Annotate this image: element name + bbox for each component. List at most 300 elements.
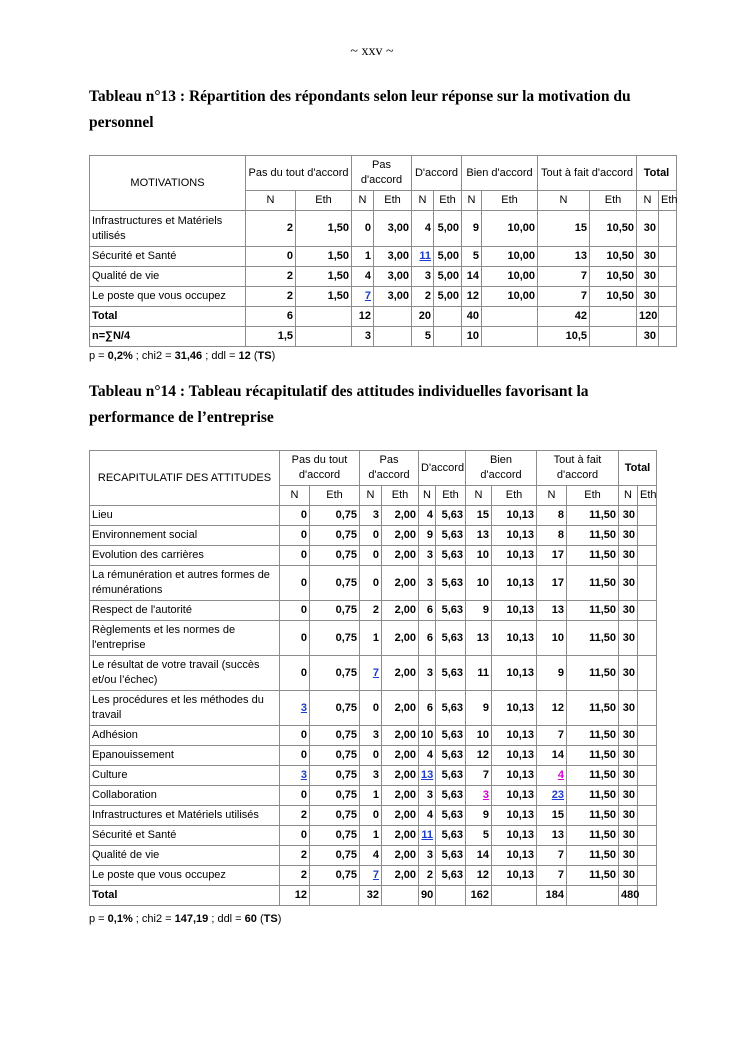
- cell-n: 0: [280, 526, 310, 546]
- table14: [89, 450, 657, 906]
- highlighted-value: 11: [421, 829, 434, 841]
- cell-n: 0: [280, 826, 310, 846]
- cell-eth: 10,13: [492, 546, 537, 566]
- cell-eth: [638, 621, 657, 656]
- cell-eth: [638, 546, 657, 566]
- row-label: Sécurité et Santé: [90, 247, 246, 267]
- cell-n: 9: [466, 691, 492, 726]
- row-label: Les procédures et les méthodes du travail: [90, 691, 280, 726]
- cell-n: [352, 287, 374, 307]
- cell-n: 15: [537, 806, 567, 826]
- cell-eth: 11,50: [567, 566, 619, 601]
- sub-eth: Eth: [492, 486, 537, 506]
- cell-eth: [638, 566, 657, 601]
- cell-eth: [436, 886, 466, 906]
- cell-eth: 5,63: [436, 846, 466, 866]
- row-label: Sécurité et Santé: [90, 826, 280, 846]
- cell-n: 30: [619, 786, 638, 806]
- cell-eth: 5,63: [436, 601, 466, 621]
- cell-n: [280, 691, 310, 726]
- table13-body: [90, 211, 677, 347]
- cell-n: 2: [246, 267, 296, 287]
- cell-eth: 10,13: [492, 826, 537, 846]
- cell-eth: 11,50: [567, 691, 619, 726]
- row-label: Qualité de vie: [90, 267, 246, 287]
- cell-n: 4: [412, 211, 434, 247]
- highlighted-value: 4: [557, 769, 565, 781]
- cell-eth: 5,63: [436, 526, 466, 546]
- ts-close: ): [271, 350, 276, 362]
- cell-n: 2: [280, 806, 310, 826]
- row-label: Culture: [90, 766, 280, 786]
- cell-eth: 2,00: [382, 506, 419, 526]
- cell-eth: 0,75: [310, 726, 360, 746]
- table-row: [90, 886, 657, 906]
- cell-n: 7: [537, 726, 567, 746]
- cell-eth: 2,00: [382, 691, 419, 726]
- cell-eth: 2,00: [382, 826, 419, 846]
- cell-n: 8: [537, 526, 567, 546]
- cell-n: 30: [619, 826, 638, 846]
- cell-eth: 11,50: [567, 506, 619, 526]
- table14-group-header: Pas du tout d'accord: [280, 451, 360, 486]
- cell-n: 14: [466, 846, 492, 866]
- cell-n: 0: [360, 806, 382, 826]
- cell-eth: [492, 886, 537, 906]
- cell-eth: 1,50: [296, 211, 352, 247]
- cell-eth: [310, 886, 360, 906]
- cell-eth: 11,50: [567, 786, 619, 806]
- table-row: [90, 786, 657, 806]
- cell-n: [280, 766, 310, 786]
- highlighted-value: 3: [482, 789, 490, 801]
- cell-n: 6: [419, 621, 436, 656]
- cell-n: 12: [537, 691, 567, 726]
- row-label: Environnement social: [90, 526, 280, 546]
- cell-eth: 2,00: [382, 766, 419, 786]
- row-label: Respect de l'autorité: [90, 601, 280, 621]
- cell-eth: 0,75: [310, 546, 360, 566]
- cell-eth: 10,13: [492, 601, 537, 621]
- cell-eth: 3,00: [374, 287, 412, 307]
- cell-eth: 5,63: [436, 656, 466, 691]
- cell-n: 3: [419, 786, 436, 806]
- cell-eth: 10,13: [492, 746, 537, 766]
- row-label: Le résultat de votre travail (succès et/ou l’échec): [90, 656, 280, 691]
- sub-n: N: [538, 191, 590, 211]
- cell-n: 3: [419, 656, 436, 691]
- cell-eth: 5,00: [434, 267, 462, 287]
- cell-eth: 11,50: [567, 726, 619, 746]
- cell-eth: 11,50: [567, 846, 619, 866]
- cell-n: 10: [419, 726, 436, 746]
- cell-n: 13: [537, 601, 567, 621]
- sub-n: N: [419, 486, 436, 506]
- cell-n: [537, 766, 567, 786]
- cell-n: 30: [619, 746, 638, 766]
- cell-n: 1: [360, 826, 382, 846]
- cell-n: 13: [466, 621, 492, 656]
- cell-n: 9: [462, 211, 482, 247]
- cell-eth: 0,75: [310, 506, 360, 526]
- table14-group-header: D'accord: [419, 451, 466, 486]
- cell-eth: 3,00: [374, 267, 412, 287]
- ts-open: (: [250, 350, 258, 362]
- cell-eth: 1,50: [296, 247, 352, 267]
- cell-eth: 11,50: [567, 546, 619, 566]
- cell-n: [466, 786, 492, 806]
- sub-n: N: [412, 191, 434, 211]
- sub-n: N: [466, 486, 492, 506]
- cell-eth: 5,63: [436, 691, 466, 726]
- sub-eth: Eth: [434, 191, 462, 211]
- cell-eth: 0,75: [310, 526, 360, 546]
- cell-n: 14: [537, 746, 567, 766]
- cell-n: 30: [619, 546, 638, 566]
- cell-eth: [659, 307, 677, 327]
- cell-eth: [638, 866, 657, 886]
- highlighted-value: 3: [300, 701, 307, 714]
- cell-n: 30: [637, 211, 659, 247]
- sub-eth: Eth: [436, 486, 466, 506]
- cell-n: 9: [466, 601, 492, 621]
- cell-eth: [638, 726, 657, 746]
- cell-n: 3: [352, 327, 374, 347]
- cell-n: 12: [352, 307, 374, 327]
- cell-n: 12: [466, 746, 492, 766]
- sub-n: N: [537, 486, 567, 506]
- cell-n: 2: [246, 211, 296, 247]
- cell-eth: [482, 307, 538, 327]
- table-row: [90, 267, 677, 287]
- cell-eth: [638, 766, 657, 786]
- table-row: [90, 866, 657, 886]
- row-label: Règlements et les normes de l'entreprise: [90, 621, 280, 656]
- cell-n: 12: [466, 866, 492, 886]
- cell-n: 2: [419, 866, 436, 886]
- cell-eth: 0,75: [310, 621, 360, 656]
- cell-eth: 3,00: [374, 247, 412, 267]
- table13-total-header: Total: [637, 156, 677, 191]
- ts-value: TS: [263, 913, 278, 925]
- cell-n: 2: [246, 287, 296, 307]
- cell-n: 3: [419, 546, 436, 566]
- cell-n: 6: [246, 307, 296, 327]
- cell-eth: 1,50: [296, 287, 352, 307]
- cell-n: 0: [280, 601, 310, 621]
- cell-eth: 10,50: [590, 267, 637, 287]
- cell-eth: 10,13: [492, 786, 537, 806]
- cell-eth: 2,00: [382, 726, 419, 746]
- cell-eth: 2,00: [382, 866, 419, 886]
- cell-n: 30: [637, 267, 659, 287]
- cell-n: 1: [360, 786, 382, 806]
- cell-n: 0: [246, 247, 296, 267]
- cell-eth: 5,00: [434, 247, 462, 267]
- cell-eth: [374, 307, 412, 327]
- cell-eth: [659, 247, 677, 267]
- table-row: [90, 746, 657, 766]
- cell-eth: 0,75: [310, 866, 360, 886]
- sub-n: N: [352, 191, 374, 211]
- chi-label: ; chi2 =: [132, 350, 175, 362]
- cell-n: 15: [538, 211, 590, 247]
- cell-eth: 5,63: [436, 866, 466, 886]
- cell-n: 17: [537, 566, 567, 601]
- table-row: [90, 506, 657, 526]
- cell-eth: 5,63: [436, 766, 466, 786]
- cell-n: 1: [360, 621, 382, 656]
- cell-n: 2: [280, 846, 310, 866]
- cell-n: 30: [619, 506, 638, 526]
- ddl-label: ; ddl =: [208, 913, 245, 925]
- cell-eth: 0,75: [310, 786, 360, 806]
- table14-group-header: Tout à fait d'accord: [537, 451, 619, 486]
- cell-n: 3: [360, 766, 382, 786]
- cell-n: 30: [619, 866, 638, 886]
- cell-n: 0: [360, 546, 382, 566]
- cell-eth: 2,00: [382, 546, 419, 566]
- cell-eth: 0,75: [310, 806, 360, 826]
- sub-n: N: [360, 486, 382, 506]
- cell-eth: 10,50: [590, 211, 637, 247]
- ts-open: (: [256, 913, 264, 925]
- cell-n: 30: [619, 656, 638, 691]
- table13-row-header: MOTIVATIONS: [90, 156, 246, 211]
- cell-eth: 5,63: [436, 826, 466, 846]
- cell-eth: 2,00: [382, 526, 419, 546]
- cell-eth: [638, 786, 657, 806]
- cell-eth: 1,50: [296, 267, 352, 287]
- cell-n: 30: [619, 621, 638, 656]
- table-row: [90, 601, 657, 621]
- table-row: [90, 526, 657, 546]
- row-label: Adhésion: [90, 726, 280, 746]
- ts-close: ): [277, 913, 282, 925]
- cell-n: 0: [280, 786, 310, 806]
- cell-eth: 10,13: [492, 506, 537, 526]
- cell-eth: 0,75: [310, 746, 360, 766]
- cell-n: 1: [352, 247, 374, 267]
- cell-n: 0: [352, 211, 374, 247]
- cell-eth: 5,63: [436, 806, 466, 826]
- chi-value: 147,19: [174, 913, 209, 925]
- cell-eth: 2,00: [382, 786, 419, 806]
- cell-n: 40: [462, 307, 482, 327]
- cell-n: 480: [619, 886, 638, 906]
- cell-eth: 5,00: [434, 211, 462, 247]
- cell-eth: [638, 886, 657, 906]
- cell-n: 4: [419, 746, 436, 766]
- table13-caption: Tableau n°13 : Répartition des répondants selon leur réponse sur la motivation du personnel: [89, 88, 631, 131]
- cell-eth: 5,63: [436, 506, 466, 526]
- cell-eth: 10,13: [492, 621, 537, 656]
- row-label: Epanouissement: [90, 746, 280, 766]
- table-row: [90, 211, 677, 247]
- cell-eth: [590, 307, 637, 327]
- cell-eth: [482, 327, 538, 347]
- table14-stats-note: [89, 913, 281, 925]
- cell-n: 9: [419, 526, 436, 546]
- cell-n: 17: [537, 546, 567, 566]
- cell-eth: 11,50: [567, 806, 619, 826]
- cell-n: 10: [537, 621, 567, 656]
- row-label: Infrastructures et Matériels utilisés: [90, 806, 280, 826]
- table13-stats-note: [89, 350, 275, 362]
- table-row: [90, 247, 677, 267]
- cell-n: 4: [419, 806, 436, 826]
- table-row: [90, 287, 677, 307]
- cell-eth: [638, 806, 657, 826]
- table-row: [90, 766, 657, 786]
- cell-n: 20: [412, 307, 434, 327]
- cell-n: 3: [419, 846, 436, 866]
- cell-eth: 10,50: [590, 247, 637, 267]
- table14-group-header: Pas d'accord: [360, 451, 419, 486]
- cell-eth: 5,63: [436, 746, 466, 766]
- cell-eth: 11,50: [567, 601, 619, 621]
- cell-n: 30: [637, 287, 659, 307]
- cell-eth: 0,75: [310, 601, 360, 621]
- cell-n: 3: [412, 267, 434, 287]
- cell-n: 184: [537, 886, 567, 906]
- cell-eth: 5,63: [436, 726, 466, 746]
- chi-value: 31,46: [174, 350, 203, 362]
- cell-eth: 5,00: [434, 287, 462, 307]
- table-row: [90, 621, 657, 656]
- cell-eth: [659, 327, 677, 347]
- cell-eth: 11,50: [567, 866, 619, 886]
- row-label: La rémunération et autres formes de rémunérations: [90, 566, 280, 601]
- cell-n: 7: [537, 866, 567, 886]
- cell-n: 13: [466, 526, 492, 546]
- cell-eth: [374, 327, 412, 347]
- cell-eth: 10,00: [482, 211, 538, 247]
- cell-n: 3: [360, 726, 382, 746]
- table-row: [90, 307, 677, 327]
- sub-eth: Eth: [659, 191, 677, 211]
- cell-n: 0: [360, 746, 382, 766]
- cell-n: 5: [462, 247, 482, 267]
- cell-eth: [638, 526, 657, 546]
- cell-n: 30: [619, 766, 638, 786]
- cell-eth: [638, 691, 657, 726]
- cell-n: 30: [619, 566, 638, 601]
- cell-eth: 2,00: [382, 656, 419, 691]
- row-label: Qualité de vie: [90, 846, 280, 866]
- row-label: Lieu: [90, 506, 280, 526]
- cell-n: 7: [538, 287, 590, 307]
- cell-eth: 10,13: [492, 866, 537, 886]
- ddl-label: ; ddl =: [202, 350, 239, 362]
- sub-n: N: [246, 191, 296, 211]
- cell-eth: 2,00: [382, 566, 419, 601]
- cell-eth: 3,00: [374, 211, 412, 247]
- row-label: Le poste que vous occupez: [90, 866, 280, 886]
- table13-group-header: Pas du tout d'accord: [246, 156, 352, 191]
- cell-eth: 2,00: [382, 746, 419, 766]
- cell-eth: 5,63: [436, 566, 466, 601]
- cell-n: 32: [360, 886, 382, 906]
- ddl-value: 60: [244, 913, 257, 925]
- cell-eth: 2,00: [382, 806, 419, 826]
- cell-n: [419, 766, 436, 786]
- sub-n: N: [637, 191, 659, 211]
- cell-eth: 2,00: [382, 621, 419, 656]
- cell-n: 4: [352, 267, 374, 287]
- cell-n: 11: [466, 656, 492, 691]
- cell-n: 30: [619, 526, 638, 546]
- cell-eth: 0,75: [310, 691, 360, 726]
- cell-n: 5: [466, 826, 492, 846]
- cell-n: 162: [466, 886, 492, 906]
- cell-eth: [434, 327, 462, 347]
- cell-eth: 5,63: [436, 621, 466, 656]
- cell-n: 0: [360, 566, 382, 601]
- cell-n: 3: [419, 566, 436, 601]
- cell-n: 1,5: [246, 327, 296, 347]
- cell-eth: [567, 886, 619, 906]
- cell-n: 7: [537, 846, 567, 866]
- p-value: 0,1%: [107, 913, 133, 925]
- cell-eth: 2,00: [382, 601, 419, 621]
- cell-eth: 0,75: [310, 656, 360, 691]
- cell-eth: 10,13: [492, 691, 537, 726]
- cell-n: 30: [619, 601, 638, 621]
- p-label: p =: [89, 350, 108, 362]
- cell-n: [360, 866, 382, 886]
- cell-eth: 10,13: [492, 766, 537, 786]
- cell-eth: [638, 826, 657, 846]
- cell-eth: 11,50: [567, 621, 619, 656]
- row-label: Total: [90, 886, 280, 906]
- cell-n: 30: [619, 846, 638, 866]
- cell-n: 15: [466, 506, 492, 526]
- cell-n: 7: [538, 267, 590, 287]
- table14-total-header: Total: [619, 451, 657, 486]
- cell-eth: 0,75: [310, 846, 360, 866]
- cell-eth: 10,13: [492, 526, 537, 546]
- cell-n: 4: [360, 846, 382, 866]
- cell-n: 90: [419, 886, 436, 906]
- cell-eth: [638, 746, 657, 766]
- cell-eth: 10,00: [482, 287, 538, 307]
- table14-body: [90, 506, 657, 906]
- cell-n: 9: [537, 656, 567, 691]
- cell-n: 30: [619, 806, 638, 826]
- sub-eth: Eth: [296, 191, 352, 211]
- cell-eth: 10,00: [482, 267, 538, 287]
- cell-n: 10: [466, 546, 492, 566]
- ts-value: TS: [257, 350, 272, 362]
- cell-n: 120: [637, 307, 659, 327]
- cell-n: 30: [619, 726, 638, 746]
- sub-eth: Eth: [638, 486, 657, 506]
- cell-eth: 11,50: [567, 746, 619, 766]
- cell-eth: 11,50: [567, 656, 619, 691]
- cell-n: 0: [280, 746, 310, 766]
- cell-n: 2: [412, 287, 434, 307]
- row-label: n=∑N/4: [90, 327, 246, 347]
- sub-eth: Eth: [374, 191, 412, 211]
- cell-n: 0: [360, 526, 382, 546]
- cell-n: 5: [412, 327, 434, 347]
- cell-n: 12: [462, 287, 482, 307]
- cell-eth: 10,13: [492, 656, 537, 691]
- cell-eth: 0,75: [310, 766, 360, 786]
- cell-n: 7: [466, 766, 492, 786]
- row-label: Total: [90, 307, 246, 327]
